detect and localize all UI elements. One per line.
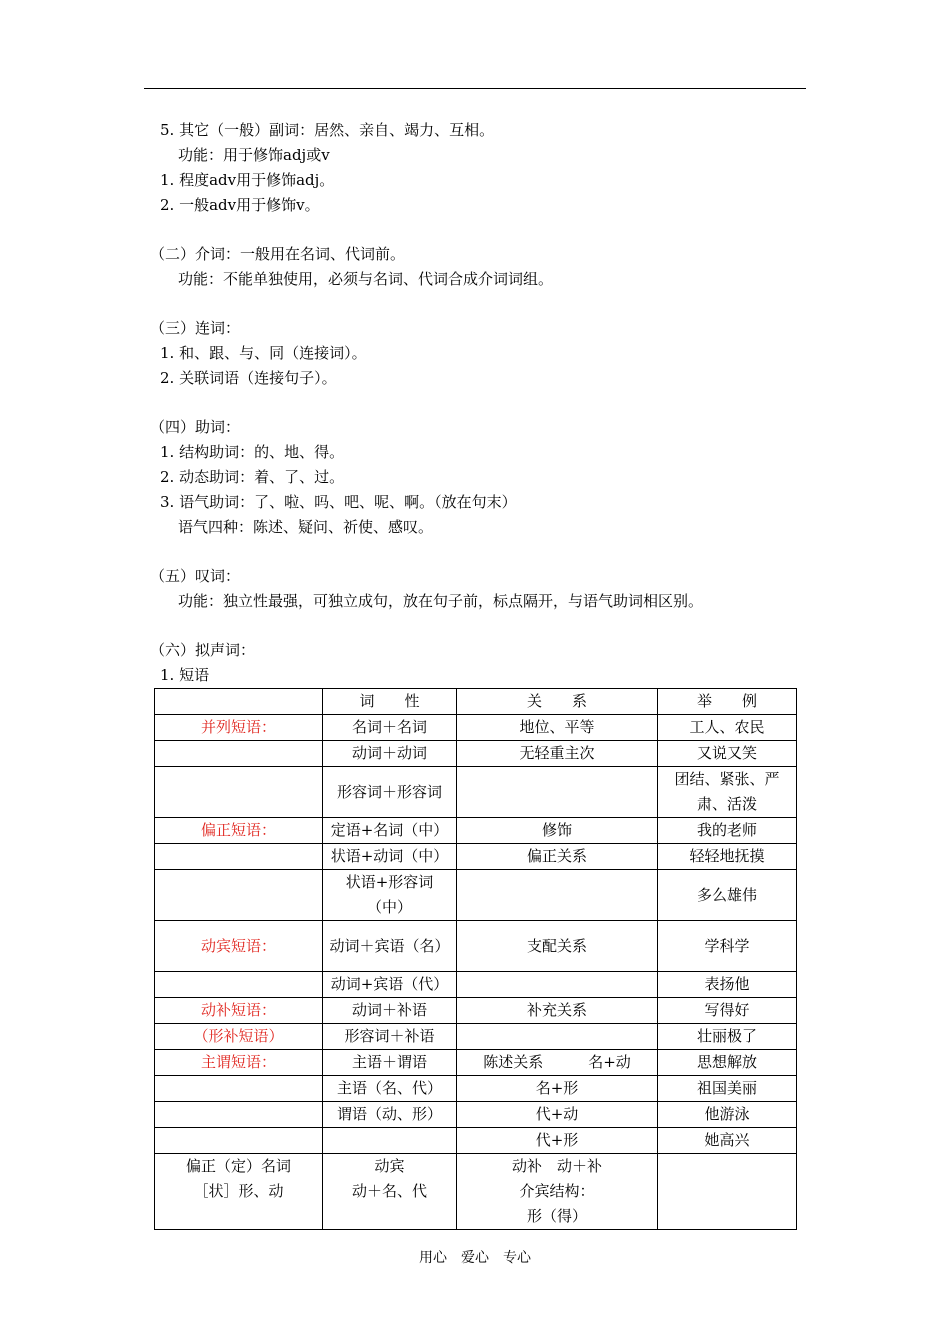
text-line: 语气四种：陈述、疑问、祈使、感叹。 <box>178 518 434 536</box>
table-cell: 形容词＋补语 <box>323 1024 457 1050</box>
phrase-type <box>155 972 323 998</box>
document-body <box>150 118 810 688</box>
table-cell: 状语+形容词（中） <box>323 870 457 921</box>
table-cell: 我的老师 <box>658 818 797 844</box>
table-header: 关 系 <box>457 689 658 715</box>
table-cell: 团结、紧张、严肃、活泼 <box>658 767 797 818</box>
phrase-type: （形补短语） <box>155 1024 323 1050</box>
text-line: 功能：不能单独使用，必须与名词、代词合成介词词组。 <box>178 270 554 288</box>
table-cell: 动词+宾语（代） <box>323 972 457 998</box>
table-row <box>155 1050 797 1076</box>
summary-line: 动补 动＋补 <box>511 1157 602 1175</box>
table-cell: 代+动 <box>457 1102 658 1128</box>
table-cell <box>658 1154 797 1230</box>
table-cell: 偏正关系 <box>457 844 658 870</box>
table-cell: 思想解放 <box>658 1050 797 1076</box>
table-cell: 学科学 <box>658 921 797 972</box>
phrase-type <box>155 1128 323 1154</box>
summary-line: ［状］形、动 <box>193 1182 284 1200</box>
table-cell: 状语+动词（中） <box>323 844 457 870</box>
phrase-type <box>155 767 323 818</box>
table-row <box>155 870 797 921</box>
summary-line: 介宾结构： <box>519 1182 595 1200</box>
text-line: 2. 关联词语（连接句子）。 <box>160 369 337 387</box>
table-header: 词 性 <box>323 689 457 715</box>
table-row <box>155 818 797 844</box>
table-cell <box>457 870 658 921</box>
table-cell: 形容词＋形容词 <box>323 767 457 818</box>
text-line: 功能：用于修饰adj或v <box>178 146 330 164</box>
section-heading: （五）叹词： <box>150 567 241 585</box>
phrase-type: 动宾短语： <box>155 921 323 972</box>
text-line: 5. 其它（一般）副词：居然、亲自、竭力、互相。 <box>160 121 495 139</box>
table-cell <box>457 1024 658 1050</box>
text-line: 功能：独立性最强，可独立成句，放在句子前，标点隔开，与语气助词相区别。 <box>178 592 704 610</box>
summary-line: 偏正（定）名词 <box>185 1157 291 1175</box>
phrase-type: 偏正短语： <box>155 818 323 844</box>
table-row <box>155 1076 797 1102</box>
table-cell: 表扬他 <box>658 972 797 998</box>
table-cell: 修饰 <box>457 818 658 844</box>
table-row <box>155 741 797 767</box>
table-cell: 多么雄伟 <box>658 870 797 921</box>
phrase-type: 并列短语： <box>155 715 323 741</box>
text-line: 3. 语气助词：了、啦、吗、吧、呢、啊。（放在句末） <box>160 493 517 511</box>
phrase-type: 动补短语： <box>155 998 323 1024</box>
text-line: 1. 短语 <box>160 666 210 684</box>
table-header-row <box>155 689 797 715</box>
table-cell: 陈述关系 名+动 <box>457 1050 658 1076</box>
table-cell <box>323 1128 457 1154</box>
phrase-type <box>155 844 323 870</box>
table-cell: 主语＋谓语 <box>323 1050 457 1076</box>
table-cell: 名词＋名词 <box>323 715 457 741</box>
table-cell <box>155 1154 323 1230</box>
phrase-type <box>155 1102 323 1128</box>
page-footer: 用心 爱心 专心 <box>419 1250 531 1266</box>
table-cell: 定语+名词（中） <box>323 818 457 844</box>
table-cell: 支配关系 <box>457 921 658 972</box>
phrase-type <box>155 1076 323 1102</box>
table-row <box>155 767 797 818</box>
text-line: 2. 动态助词：着、了、过。 <box>160 468 345 486</box>
table-cell <box>457 767 658 818</box>
header-rule <box>144 88 806 89</box>
table-cell: 她高兴 <box>658 1128 797 1154</box>
table-cell: 祖国美丽 <box>658 1076 797 1102</box>
table-row <box>155 1128 797 1154</box>
table-cell: 工人、农民 <box>658 715 797 741</box>
table-row <box>155 1102 797 1128</box>
phrase-type: 主谓短语： <box>155 1050 323 1076</box>
table-cell: 轻轻地抚摸 <box>658 844 797 870</box>
table-cell: 主语（名、代） <box>323 1076 457 1102</box>
table-row <box>155 921 797 972</box>
phrase-table <box>154 688 797 1230</box>
text-line: 2. 一般adv用于修饰v。 <box>160 196 320 214</box>
table-cell: 补充关系 <box>457 998 658 1024</box>
table-cell <box>323 1154 457 1230</box>
text-line: 1. 程度adv用于修饰adj。 <box>160 171 335 189</box>
table-row <box>155 844 797 870</box>
table-row <box>155 972 797 998</box>
table-cell: 谓语（动、形） <box>323 1102 457 1128</box>
table-cell: 动词＋动词 <box>323 741 457 767</box>
table-cell <box>457 972 658 998</box>
table-row <box>155 1024 797 1050</box>
text-line: 1. 结构助词：的、地、得。 <box>160 443 345 461</box>
table-header <box>155 689 323 715</box>
table-row-summary <box>155 1154 797 1230</box>
table-row <box>155 998 797 1024</box>
summary-line: 动＋名、代 <box>351 1182 427 1200</box>
phrase-type <box>155 870 323 921</box>
table-cell: 壮丽极了 <box>658 1024 797 1050</box>
summary-line: 形（得） <box>526 1207 587 1225</box>
table-cell <box>457 1154 658 1230</box>
section-heading: （四）助词： <box>150 418 241 436</box>
table-cell: 代+形 <box>457 1128 658 1154</box>
summary-line: 动宾 <box>374 1157 405 1175</box>
text-line: 1. 和、跟、与、同（连接词）。 <box>160 344 367 362</box>
table-cell: 动词＋补语 <box>323 998 457 1024</box>
table-cell: 动词＋宾语（名） <box>323 921 457 972</box>
table-cell: 名+形 <box>457 1076 658 1102</box>
section-heading: （三）连词： <box>150 319 241 337</box>
table-header: 举 例 <box>658 689 797 715</box>
table-row <box>155 715 797 741</box>
phrase-type <box>155 741 323 767</box>
table-cell: 他游泳 <box>658 1102 797 1128</box>
section-heading: （二）介词：一般用在名词、代词前。 <box>150 245 406 263</box>
section-heading: （六）拟声词： <box>150 641 256 659</box>
table-cell: 又说又笑 <box>658 741 797 767</box>
table-cell: 无轻重主次 <box>457 741 658 767</box>
table-cell: 地位、平等 <box>457 715 658 741</box>
table-cell: 写得好 <box>658 998 797 1024</box>
